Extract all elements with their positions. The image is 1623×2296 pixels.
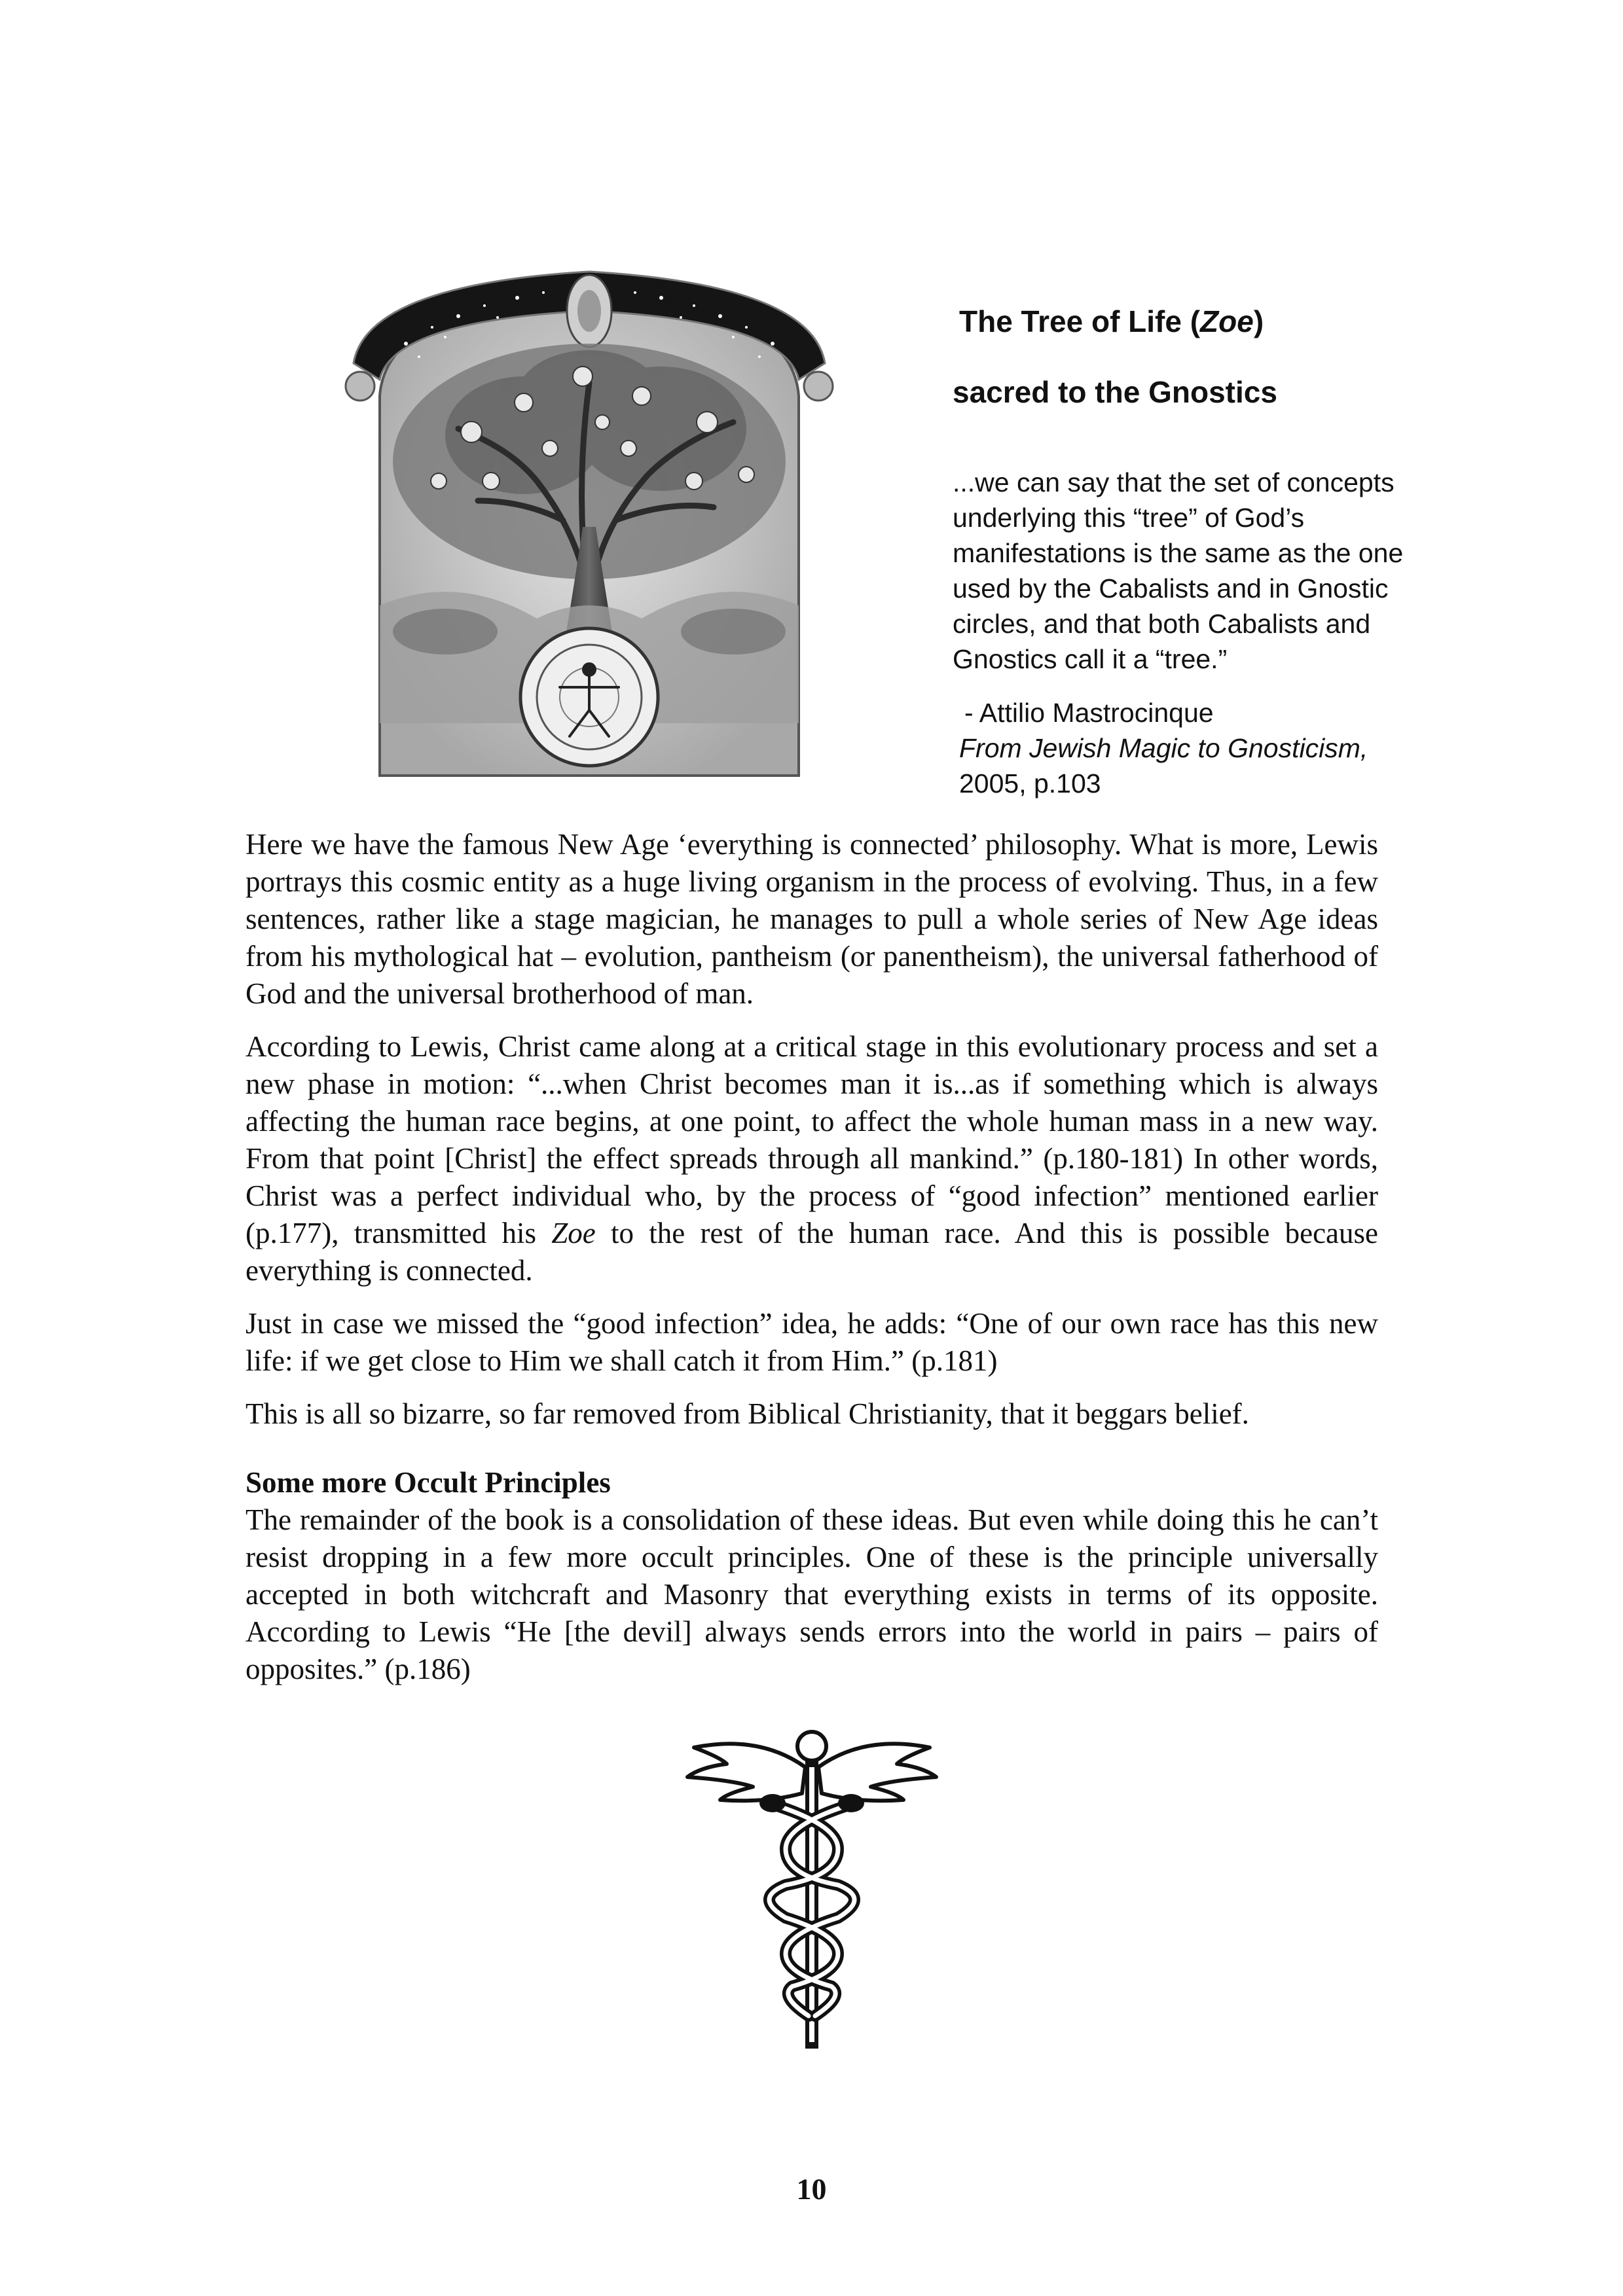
caption-source-rest: 2005, p.103 <box>959 768 1101 798</box>
section-heading: Some more Occult Principles <box>246 1466 611 1499</box>
caption-title-prefix: The Tree of Life ( <box>959 304 1201 338</box>
caption-title-suffix: ) <box>1253 304 1264 338</box>
caption-title-italic: Zoe <box>1200 304 1254 338</box>
caption-title-line2: sacred to the Gnostics <box>953 375 1277 409</box>
caption-author: - Attilio Mastrocinque <box>964 698 1214 728</box>
paragraph-4: This is all so bizarre, so far removed from Biblical Christianity, that it beggars belief. <box>246 1397 1249 1430</box>
caption-quote: ...we can say that the set of concepts underlying this “tree” of God’s manifestations is the same as the one used by the Cabalists and in Gnostic circles, and that both Cabalists and Gnostics call it a “tree.” <box>953 467 1404 674</box>
figure-caption <box>953 268 1411 801</box>
caption-source <box>959 730 1411 801</box>
paragraph-3: Just in case we missed the “good infection” idea, he adds: “One of our own race has this new life: if we get close to Him we shall catch it from Him.” (p.181) <box>246 1307 1378 1377</box>
paragraph-2-before: According to Lewis, Christ came along at a critical stage in this evolutionary process and set a new phase in motion: “...when Christ becomes man it is...as if something which is always affecting the human race begins, at one point, to affect the whole human mass in a new way. From that point [Christ] the effect spreads through all mankind.” (p.180-181) In other words, Christ was a perfect individual who, by the process of “good infection” mentioned earlier (p.177), transmitted his <box>246 1030 1378 1249</box>
paragraph-2-after: to the rest of the human race. And this is possible because everything is connected. <box>246 1217 1378 1287</box>
caption-source-title: From Jewish Magic to Gnosticism, <box>959 733 1368 763</box>
caduceus-illustration <box>681 1728 943 2055</box>
paragraph-5: The remainder of the book is a consolidation of these ideas. But even while doing this he can’t resist dropping in a few more occult principles. One of these is the principle universally accepted in both witchcraft and Masonry that everything exists in terms of its opposite. According to Lewis “He [the devil] always sends errors into the world in pairs – pairs of opposites.” (p.186) <box>246 1503 1378 1685</box>
section-occult-principles <box>246 1464 1378 1688</box>
caption-title <box>953 268 1411 445</box>
paragraph-2-italic: Zoe <box>551 1217 596 1249</box>
tree-of-life-illustration <box>327 265 851 789</box>
paragraph-2 <box>246 1028 1378 1289</box>
paragraph-1: Here we have the famous New Age ‘everything is connected’ philosophy. What is more, Lewis portrays this cosmic entity as a huge living organism in the process of evolving. Thus, in a few sentences, rather like a stage magician, he manages to pull a whole series of New Age ideas from his mythological hat – evolution, pantheism (or panentheism), the universal fatherhood of God and the universal brotherhood of man. <box>246 828 1378 1010</box>
page-number: 10 <box>796 2172 827 2206</box>
body-text <box>246 826 1378 1704</box>
